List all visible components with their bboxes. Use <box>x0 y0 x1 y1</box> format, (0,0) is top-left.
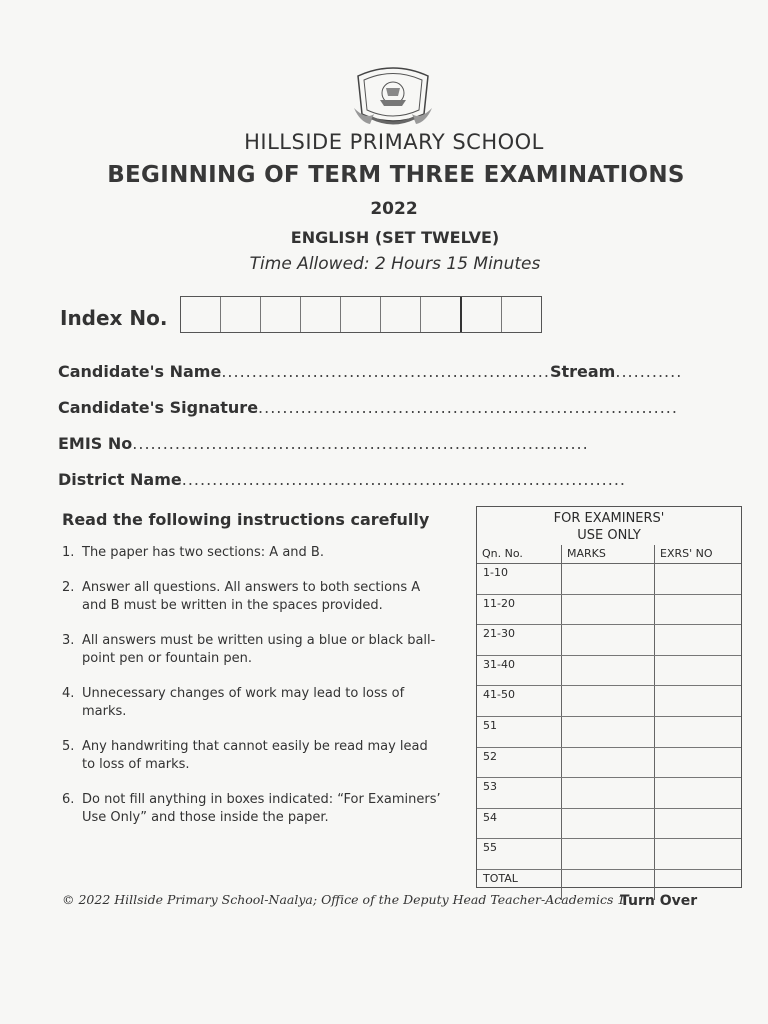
candidate-signature-field[interactable] <box>58 398 678 417</box>
school-name: HILLSIDE PRIMARY SCHOOL <box>244 130 544 154</box>
examiner-number-cell[interactable] <box>655 778 741 808</box>
examiners-table-title: FOR EXAMINERS' USE ONLY <box>553 511 665 543</box>
candidate-name-dots: ...................................................... <box>221 362 550 381</box>
marks-cell[interactable] <box>562 686 655 716</box>
question-range-cell: TOTAL <box>477 870 562 900</box>
marks-cell[interactable] <box>562 595 655 625</box>
marks-cell[interactable] <box>562 809 655 839</box>
candidate-name-field[interactable] <box>58 362 682 381</box>
index-box[interactable] <box>261 297 301 332</box>
index-number-boxes[interactable] <box>180 296 542 333</box>
question-range-cell: 31-40 <box>477 656 562 686</box>
index-box[interactable] <box>341 297 381 332</box>
marks-cell[interactable] <box>562 748 655 778</box>
instructions-heading: Read the following instructions carefully <box>62 510 430 529</box>
examiner-number-cell[interactable] <box>655 656 741 686</box>
table-row <box>477 778 741 809</box>
table-row <box>477 564 741 595</box>
district-dots: ......................................................................... <box>181 470 627 489</box>
marks-cell[interactable] <box>562 717 655 747</box>
district-label: District Name <box>58 470 182 489</box>
exam-title: BEGINNING OF TERM THREE EXAMINATIONS <box>107 162 685 188</box>
marks-cell[interactable] <box>562 564 655 594</box>
candidate-name-label: Candidate's Name <box>58 362 222 381</box>
question-range-cell: 1-10 <box>477 564 562 594</box>
examiner-number-cell[interactable] <box>655 748 741 778</box>
table-row <box>477 686 741 717</box>
instruction-item: 2. Answer all questions. All answers to both sections A and B must be written in the spaces provided. <box>62 580 421 613</box>
emis-dots: ........................................................................... <box>132 434 589 453</box>
district-name-field[interactable] <box>58 470 626 489</box>
instruction-item: 1. The paper has two sections: A and B. <box>62 545 324 560</box>
question-range-cell: 11-20 <box>477 595 562 625</box>
index-box[interactable] <box>221 297 261 332</box>
table-row <box>477 748 741 779</box>
examiner-number-cell[interactable] <box>655 839 741 869</box>
emis-label: EMIS No <box>58 434 133 453</box>
index-box[interactable] <box>462 297 502 332</box>
exam-year: 2022 <box>370 199 418 219</box>
column-header: MARKS <box>562 545 655 563</box>
examiner-number-cell[interactable] <box>655 717 741 747</box>
index-box[interactable] <box>502 297 541 332</box>
column-header: EXRS' NO <box>660 547 713 560</box>
instructions-list <box>62 544 442 844</box>
marks-cell[interactable] <box>562 839 655 869</box>
marks-cell[interactable] <box>562 778 655 808</box>
question-range-cell: 55 <box>477 839 562 869</box>
question-range-cell: 54 <box>477 809 562 839</box>
school-crest-logo <box>352 58 434 130</box>
stream-label: Stream <box>549 362 616 381</box>
examiners-table-header <box>477 545 741 564</box>
index-box[interactable] <box>181 297 221 332</box>
instruction-item: 4. Unnecessary changes of work may lead to loss of marks. <box>62 686 405 719</box>
question-range-cell: 51 <box>477 717 562 747</box>
examiner-number-cell[interactable] <box>655 625 741 655</box>
examiner-number-cell[interactable] <box>655 564 741 594</box>
examiner-number-cell[interactable] <box>655 595 741 625</box>
table-row <box>477 717 741 748</box>
time-allowed: Time Allowed: 2 Hours 15 Minutes <box>249 254 541 274</box>
exam-subject: ENGLISH (SET TWELVE) <box>290 228 500 247</box>
index-box[interactable] <box>381 297 421 332</box>
marks-cell[interactable] <box>562 625 655 655</box>
table-row <box>477 625 741 656</box>
instruction-item: 3. All answers must be written using a blue or black ball-point pen or fountain pen. <box>62 633 436 666</box>
marks-cell[interactable] <box>562 656 655 686</box>
stream-dots: ........... <box>615 362 683 381</box>
question-range-cell: 21-30 <box>477 625 562 655</box>
examiners-use-table <box>476 506 742 888</box>
examiner-number-cell[interactable] <box>655 809 741 839</box>
index-number-label: Index No. <box>60 306 168 330</box>
table-row <box>477 595 741 626</box>
signature-label: Candidate's Signature <box>58 398 259 417</box>
signature-dots: ..................................................................... <box>258 398 678 417</box>
index-box[interactable] <box>421 297 462 332</box>
question-range-cell: 52 <box>477 748 562 778</box>
examiner-number-cell[interactable] <box>655 686 741 716</box>
table-row <box>477 839 741 870</box>
question-range-cell: 41-50 <box>477 686 562 716</box>
column-header: Qn. No. <box>477 545 562 563</box>
question-range-cell: 53 <box>477 778 562 808</box>
instruction-item: 6. Do not fill anything in boxes indicated: “For Examiners’ Use Only” and those inside the paper. <box>62 792 441 825</box>
turn-over-label: Turn Over <box>620 893 698 909</box>
table-row <box>477 809 741 840</box>
instruction-item: 5. Any handwriting that cannot easily be read may lead to loss of marks. <box>62 739 428 772</box>
index-box[interactable] <box>301 297 341 332</box>
emis-number-field[interactable] <box>58 434 589 453</box>
footer-copyright: © 2022 Hillside Primary School-Naalya; Office of the Deputy Head Teacher-Academics 1 <box>62 892 626 907</box>
table-row <box>477 656 741 687</box>
